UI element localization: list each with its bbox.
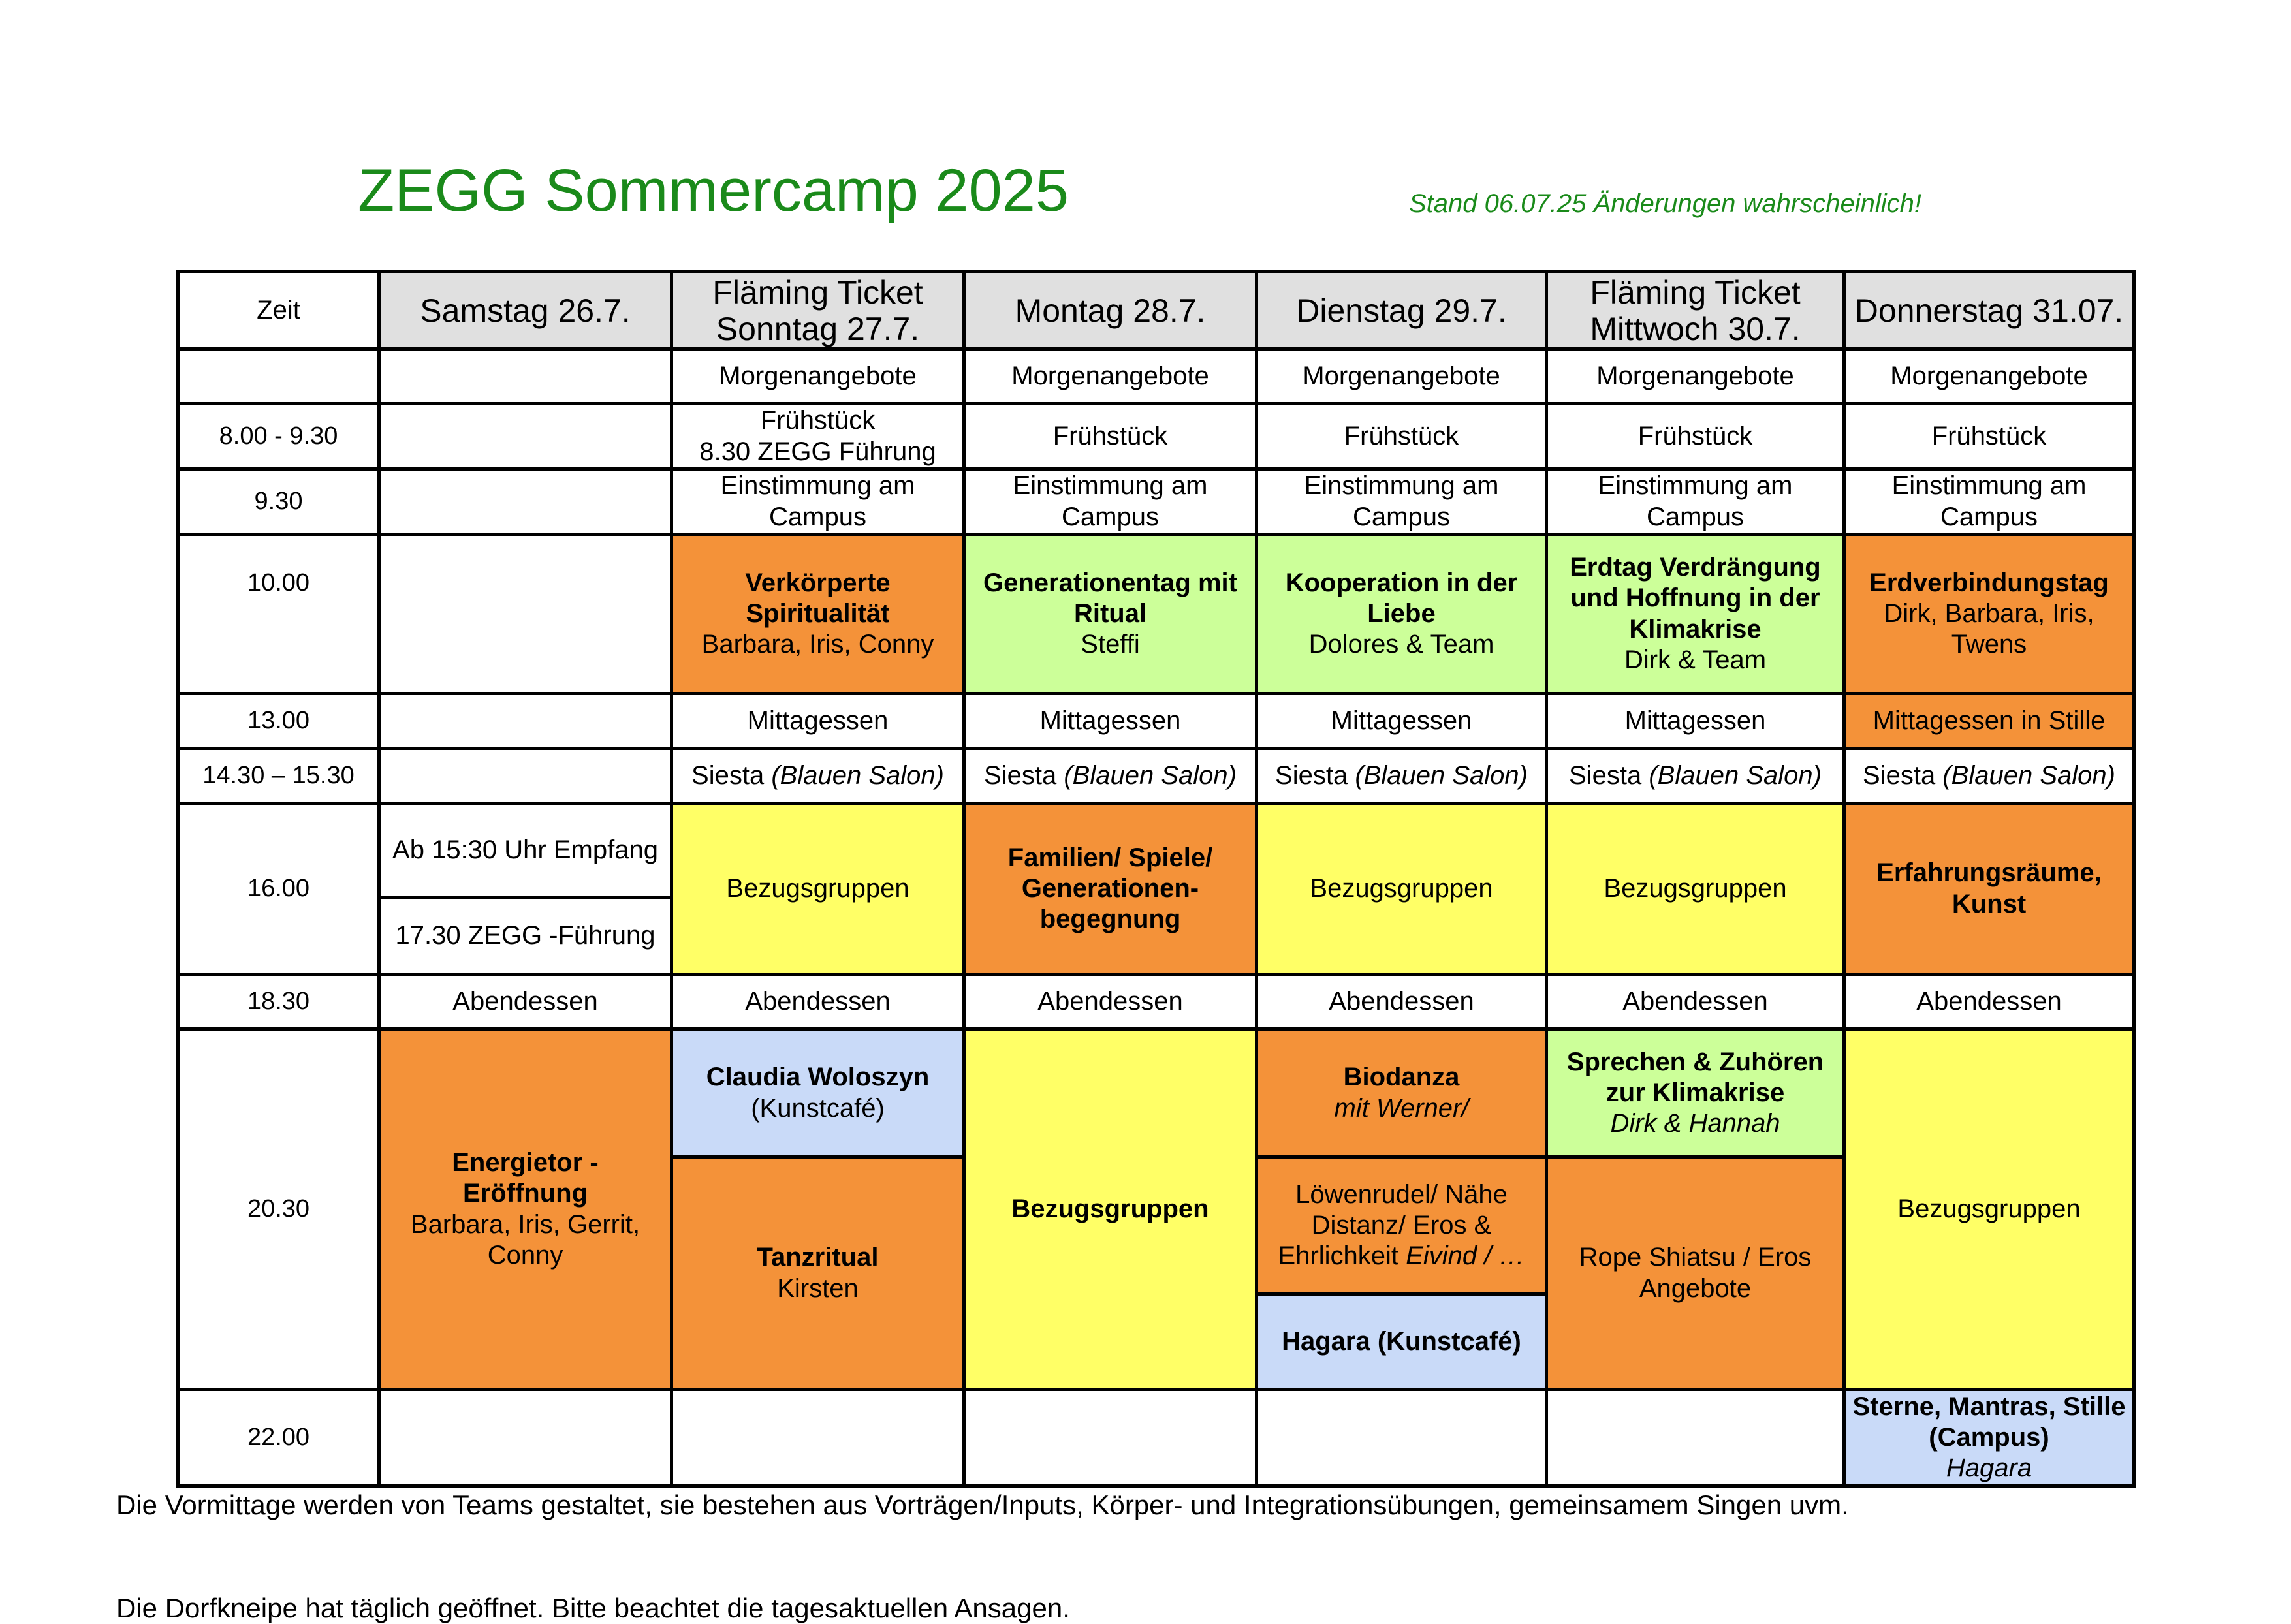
siesta-place: (Blauen Salon) xyxy=(1649,760,1822,790)
abendessen-cell: Abendessen xyxy=(379,975,672,1029)
morgen-cell: Morgenangebote xyxy=(1257,349,1547,404)
event-title: Erdverbindungstag xyxy=(1869,568,2109,597)
time-cell xyxy=(178,349,379,404)
event-title: Erfahrungsräume, Kunst xyxy=(1876,858,2102,918)
event-title: Erdtag Verdrängung und Hoffnung in der Klimakrise xyxy=(1570,553,1821,644)
fruehstueck-cell: Frühstück xyxy=(1844,404,2134,469)
vormittag-sonntag-cell xyxy=(672,535,964,694)
vormittag-donnerstag-cell xyxy=(1844,535,2134,694)
schedule-table xyxy=(176,270,2136,1488)
fruehstueck-cell: Frühstück xyxy=(964,404,1257,469)
time-cell: 10.00 xyxy=(178,535,379,694)
empty-cell xyxy=(1257,1390,1547,1486)
empfang-cell: Ab 15:30 Uhr Empfang xyxy=(379,804,672,898)
footer-note-dorfkneipe: Die Dorfkneipe hat täglich geöffnet. Bitte beachtet die tagesaktuellen Ansagen. xyxy=(116,1593,1070,1623)
footer-note-vormittage: Die Vormittage werden von Teams gestaltet, sie bestehen aus Vorträgen/Inputs, Körper- und Integrationsübungen, gemeinsamem Singen uvm. xyxy=(116,1490,1849,1520)
time-cell: 22.00 xyxy=(178,1390,379,1486)
empty-cell xyxy=(379,1390,672,1486)
morgen-cell: Morgenangebote xyxy=(672,349,964,404)
siesta-place: (Blauen Salon) xyxy=(1942,760,2115,790)
event-title: Tanzritual xyxy=(757,1243,879,1272)
nachmittag-montag-cell xyxy=(964,804,1257,975)
row-vormittag xyxy=(178,535,2134,694)
nachmittag-sonntag-cell: Bezugsgruppen xyxy=(672,804,964,975)
day-header-montag: Montag 28.7. xyxy=(964,272,1257,349)
nacht-donnerstag-cell xyxy=(1844,1390,2134,1486)
page-title: ZEGG Sommercamp 2025 xyxy=(358,157,1069,224)
empty-cell xyxy=(379,469,672,535)
abendessen-cell: Abendessen xyxy=(1844,975,2134,1029)
siesta-cell xyxy=(1844,749,2134,804)
siesta-cell xyxy=(1547,749,1844,804)
header-row xyxy=(178,272,2134,349)
event-title: Claudia Woloszyn xyxy=(706,1063,930,1092)
abend-samstag-cell xyxy=(379,1029,672,1390)
time-cell: 13.00 xyxy=(178,694,379,749)
event-title: Sterne, Mantras, Stille (Campus) xyxy=(1852,1392,2126,1452)
empty-cell xyxy=(1547,1390,1844,1486)
event-title: Bezugsgruppen xyxy=(1011,1194,1209,1223)
event-sub: (Kunstcafé) xyxy=(751,1093,885,1123)
fruehstueck-sonntag-cell xyxy=(672,404,964,469)
row-siesta xyxy=(178,749,2134,804)
einstimmung-cell: Einstimmung am Campus xyxy=(964,469,1257,535)
row-abend-1 xyxy=(178,1029,2134,1157)
abendessen-cell: Abendessen xyxy=(1257,975,1547,1029)
siesta-cell xyxy=(672,749,964,804)
morgen-cell: Morgenangebote xyxy=(964,349,1257,404)
event-sub: Eivind / … xyxy=(1406,1241,1525,1271)
siesta-cell xyxy=(964,749,1257,804)
row-nacht xyxy=(178,1390,2134,1486)
row-abendessen xyxy=(178,975,2134,1029)
day-header-donnerstag: Donnerstag 31.07. xyxy=(1844,272,2134,349)
einstimmung-cell: Einstimmung am Campus xyxy=(672,469,964,535)
abend-sonntag-1-cell xyxy=(672,1029,964,1157)
siesta-label: Siesta xyxy=(1275,760,1348,790)
abend-dienstag-2-cell xyxy=(1257,1157,1547,1294)
event-title: Biodanza xyxy=(1343,1063,1460,1092)
empty-cell xyxy=(672,1390,964,1486)
abend-mittwoch-2-cell: Rope Shiatsu / Eros Angebote xyxy=(1547,1157,1844,1390)
day-header-mittwoch: Fläming Ticket Mittwoch 30.7. xyxy=(1547,272,1844,349)
abendessen-cell: Abendessen xyxy=(672,975,964,1029)
empty-cell xyxy=(379,404,672,469)
event-title: Familien/ Spiele/ Generationen-begegnung xyxy=(1007,843,1213,934)
empty-cell xyxy=(379,535,672,694)
event-sub: Hagara xyxy=(1946,1454,2032,1483)
fuehrung-label: 8.30 ZEGG Führung xyxy=(699,437,936,466)
event-title: Generationentag mit Ritual xyxy=(983,568,1237,628)
row-mittag xyxy=(178,694,2134,749)
fuehrung-samstag-cell: 17.30 ZEGG -Führung xyxy=(379,898,672,975)
event-people: Steffi xyxy=(1081,630,1140,659)
event-sub: Kirsten xyxy=(777,1273,859,1303)
nachmittag-dienstag-cell: Bezugsgruppen xyxy=(1257,804,1547,975)
row-morgen xyxy=(178,349,2134,404)
vormittag-montag-cell xyxy=(964,535,1257,694)
siesta-label: Siesta xyxy=(984,760,1057,790)
status-note: Stand 06.07.25 Änderungen wahrscheinlich! xyxy=(1409,189,1921,218)
empty-cell xyxy=(964,1390,1257,1486)
nachmittag-mittwoch-cell: Bezugsgruppen xyxy=(1547,804,1844,975)
event-sub: mit Werner/ xyxy=(1334,1093,1469,1123)
siesta-place: (Blauen Salon) xyxy=(771,760,944,790)
nachmittag-donnerstag-cell xyxy=(1844,804,2134,975)
event-people: Dirk, Barbara, Iris, Twens xyxy=(1884,599,2094,659)
siesta-cell xyxy=(1257,749,1547,804)
day-header-samstag: Samstag 26.7. xyxy=(379,272,672,349)
abend-donnerstag-cell: Bezugsgruppen xyxy=(1844,1029,2134,1390)
morgen-cell: Morgenangebote xyxy=(1844,349,2134,404)
event-title: Kooperation in der Liebe xyxy=(1285,568,1518,628)
row-nachmittag xyxy=(178,804,2134,898)
time-cell: 16.00 xyxy=(178,804,379,975)
time-cell: 9.30 xyxy=(178,469,379,535)
time-cell: 8.00 - 9.30 xyxy=(178,404,379,469)
siesta-place: (Blauen Salon) xyxy=(1355,760,1528,790)
event-title: Sprechen & Zuhören zur Klimakrise xyxy=(1566,1047,1824,1107)
mittagessen-stille-cell: Mittagessen in Stille xyxy=(1844,694,2134,749)
siesta-label: Siesta xyxy=(691,760,765,790)
event-sub: Dirk & Hannah xyxy=(1610,1109,1780,1138)
abend-dienstag-1-cell xyxy=(1257,1029,1547,1157)
day-header-sonntag: Fläming Ticket Sonntag 27.7. xyxy=(672,272,964,349)
vormittag-mittwoch-cell xyxy=(1547,535,1844,694)
mittagessen-cell: Mittagessen xyxy=(1547,694,1844,749)
event-people: Dirk & Team xyxy=(1624,645,1767,674)
event-title: Energietor - Eröffnung xyxy=(452,1148,599,1208)
event-title: Verkörperte Spiritualität xyxy=(745,568,891,628)
abend-sonntag-2-cell xyxy=(672,1157,964,1390)
morgen-cell: Morgenangebote xyxy=(1547,349,1844,404)
event-people: Barbara, Iris, Conny xyxy=(701,630,934,659)
empty-cell xyxy=(379,349,672,404)
abendessen-cell: Abendessen xyxy=(1547,975,1844,1029)
row-fruehstueck xyxy=(178,404,2134,469)
empty-cell xyxy=(379,694,672,749)
event-title: Löwenrudel/ Nähe Distanz/ Eros & Ehrlichkeit xyxy=(1278,1179,1508,1271)
siesta-label: Siesta xyxy=(1569,760,1642,790)
mittagessen-cell: Mittagessen xyxy=(964,694,1257,749)
siesta-label: Siesta xyxy=(1863,760,1936,790)
zeit-header: Zeit xyxy=(178,272,379,349)
event-people: Barbara, Iris, Gerrit, Conny xyxy=(410,1210,640,1270)
siesta-place: (Blauen Salon) xyxy=(1064,760,1237,790)
einstimmung-cell: Einstimmung am Campus xyxy=(1257,469,1547,535)
time-cell: 14.30 – 15.30 xyxy=(178,749,379,804)
time-cell: 18.30 xyxy=(178,975,379,1029)
event-people: Dolores & Team xyxy=(1308,630,1494,659)
fruehstueck-cell: Frühstück xyxy=(1547,404,1844,469)
empty-cell xyxy=(379,749,672,804)
vormittag-dienstag-cell xyxy=(1257,535,1547,694)
mittagessen-cell: Mittagessen xyxy=(1257,694,1547,749)
time-cell: 20.30 xyxy=(178,1029,379,1390)
einstimmung-cell: Einstimmung am Campus xyxy=(1547,469,1844,535)
abendessen-cell: Abendessen xyxy=(964,975,1257,1029)
einstimmung-cell: Einstimmung am Campus xyxy=(1844,469,2134,535)
mittagessen-cell: Mittagessen xyxy=(672,694,964,749)
event-title: Hagara (Kunstcafé) xyxy=(1282,1326,1521,1356)
fruehstueck-cell: Frühstück xyxy=(1257,404,1547,469)
abend-dienstag-3-cell xyxy=(1257,1294,1547,1390)
row-einstimmung xyxy=(178,469,2134,535)
abend-mittwoch-1-cell xyxy=(1547,1029,1844,1157)
day-header-dienstag: Dienstag 29.7. xyxy=(1257,272,1547,349)
abend-montag-cell xyxy=(964,1029,1257,1390)
fruehstueck-label: Frühstück xyxy=(760,406,876,435)
